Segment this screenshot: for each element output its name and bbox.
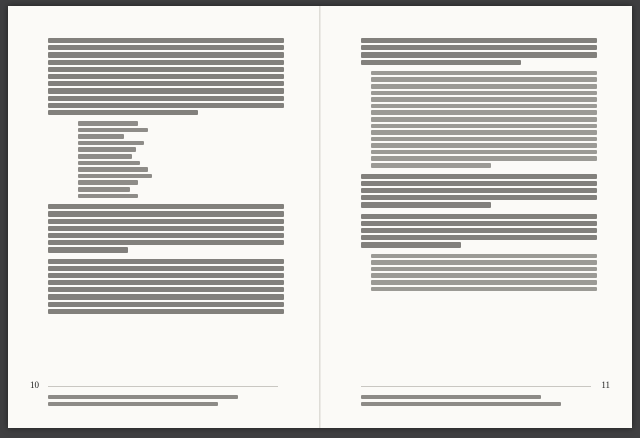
left-footnotes — [48, 392, 278, 409]
right-quote-block — [371, 71, 597, 168]
left-paragraph — [48, 204, 284, 252]
right-paragraph — [361, 38, 597, 65]
right-quote-block — [371, 254, 597, 292]
right-page — [321, 6, 632, 428]
right-paragraph — [361, 214, 597, 248]
left-text-block — [48, 36, 284, 316]
left-page — [8, 6, 319, 428]
right-page-number: 11 — [601, 380, 610, 390]
left-verse-block — [78, 121, 284, 198]
left-paragraph — [48, 259, 284, 315]
right-paragraph — [361, 174, 597, 208]
right-footnote-rule — [361, 386, 591, 387]
right-footnotes — [361, 392, 591, 409]
left-page-number: 10 — [30, 380, 39, 390]
left-paragraph — [48, 38, 284, 115]
book-spread — [8, 6, 632, 428]
left-footnote-rule — [48, 386, 278, 387]
right-text-block — [361, 36, 597, 293]
